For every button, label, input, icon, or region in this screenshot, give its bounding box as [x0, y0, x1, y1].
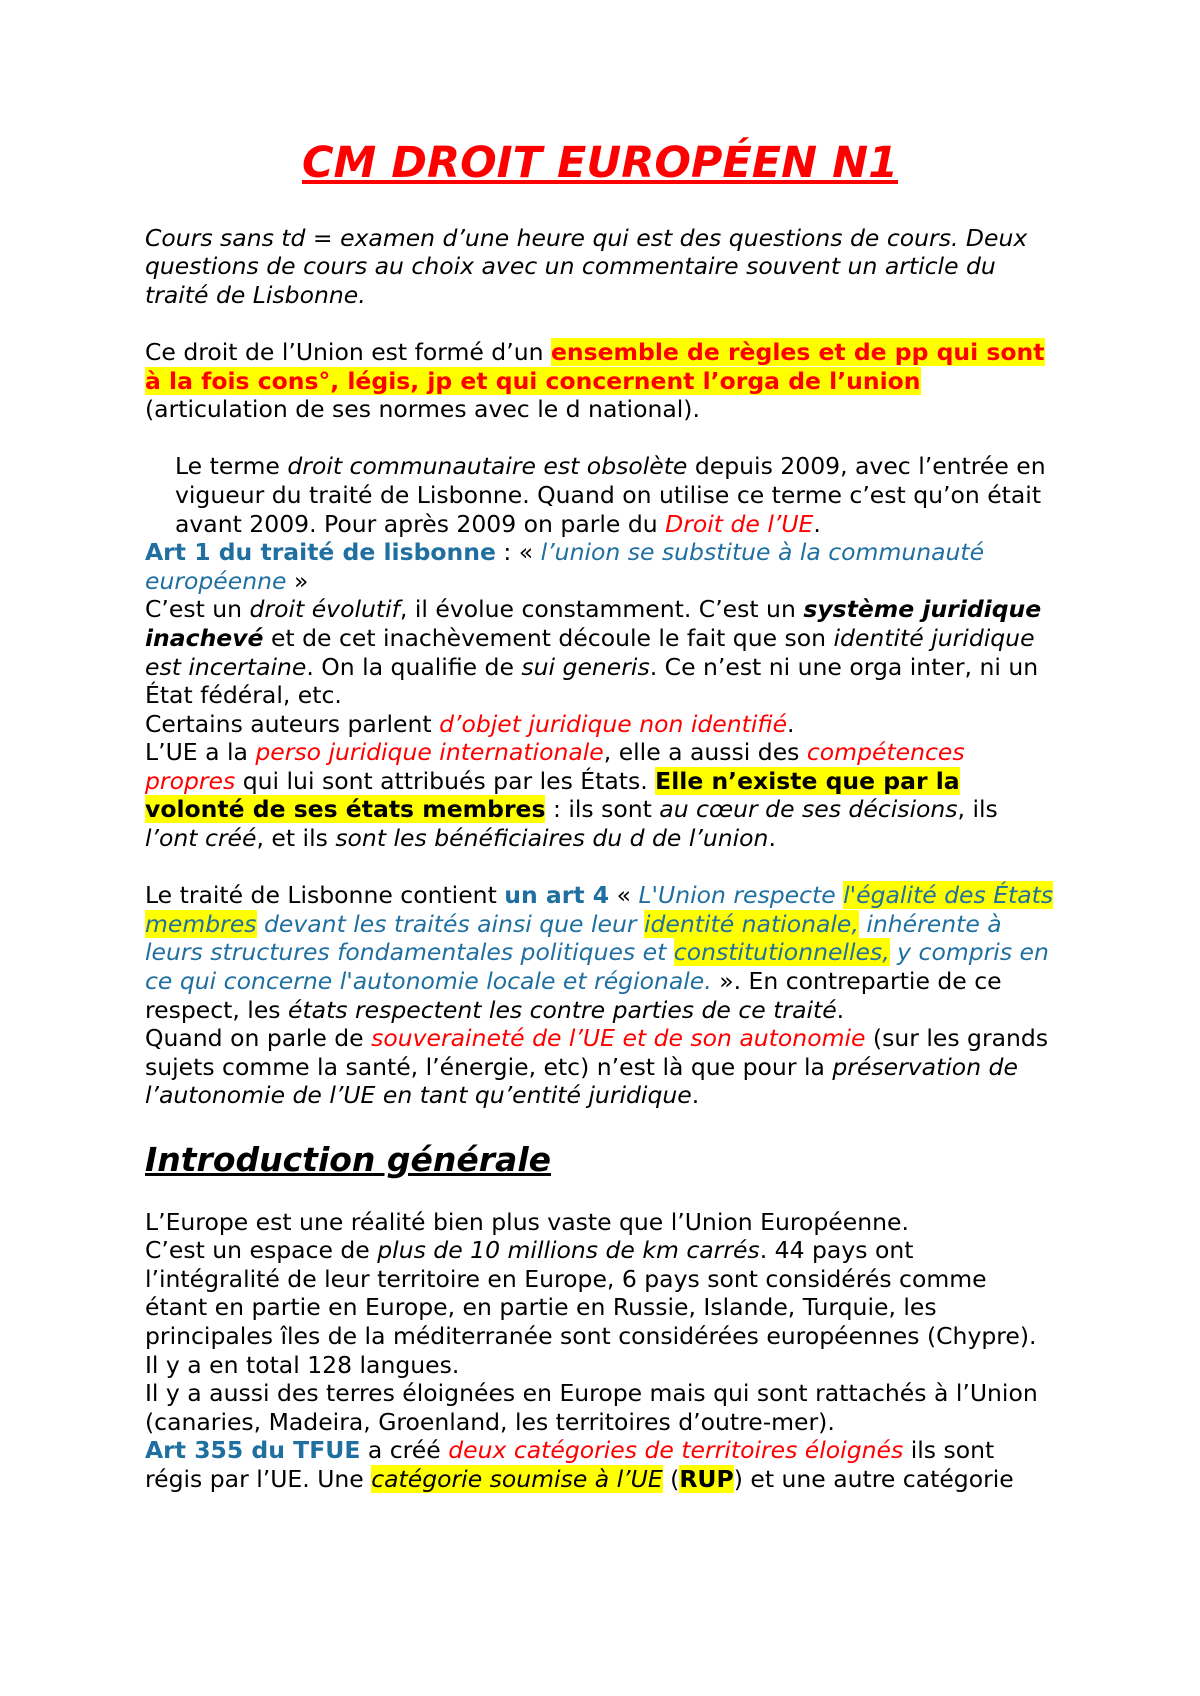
intro-paragraph: Cours sans td = examen d’une heure qui est des questions de cours. Deux questions de cours au choix avec un commentaire souvent un article du traité de Lisbonne. — [145, 223, 1028, 309]
red-italic-text: perso juridique internationale — [255, 738, 604, 767]
highlighted-quote: l'égalité des États membres — [145, 881, 1054, 938]
text-run: ils sont régis par l’UE. Une — [145, 1436, 995, 1493]
europe-paragraph: L’Europe est une réalité bien plus vaste que l’Union Européenne. — [145, 1207, 909, 1236]
text-run: qui lui sont attribués par les États. — [235, 766, 656, 795]
text-run: (articulation de ses normes avec le d national). — [145, 395, 700, 424]
article-quote: devant les traités ainsi que leur — [256, 909, 644, 938]
text-run: : ils sont — [545, 795, 660, 824]
text-run: . 44 pays ont l’intégralité de leur territoire en Europe, 6 pays sont considérés comme étant en partie en Europe, en partie en Russie, Islande, Turquie, les principales îles de la méditerranée sont considérées européennes (Chypre). — [145, 1236, 1037, 1350]
text-run: . Ce n’est ni une orga inter, ni un État fédéral, etc. — [145, 652, 1039, 710]
highlighted-text: catégorie soumise à l’UE — [371, 1464, 663, 1493]
article-reference: Art 1 du traité de lisbonne — [145, 538, 496, 567]
text-run: Certains auteurs parlent — [145, 709, 440, 738]
text-run: , il évolue constamment. C’est un — [399, 595, 804, 624]
text-run: depuis 2009, avec l’entrée en vigueur du traité de Lisbonne. Quand on utilise ce terme c’est qu’on était avant 2009. Pour après 2009 on parle du — [175, 452, 1046, 538]
italic-text: sui generis — [521, 652, 650, 681]
red-italic-text: compétences propres — [145, 738, 965, 795]
text-run: (sur les grands sujets comme la santé, l’énergie, etc) n’est là que pour la — [145, 1024, 1049, 1081]
text-run: . — [768, 824, 776, 853]
highlighted-definition: ensemble de règles et de pp qui sont à la fois cons°, légis, jp et qui concernent l’orga de l’union — [145, 337, 1045, 395]
personality-paragraph — [145, 738, 1055, 852]
union-law-paragraph — [145, 338, 1055, 424]
italic-text: états respectent les contre parties de ce traité — [288, 995, 837, 1024]
authors-paragraph — [145, 710, 1055, 739]
sovereignty-paragraph — [145, 1024, 1055, 1110]
text-run: Ce droit de l’Union est formé d’un — [145, 337, 551, 366]
text-run: ». En contrepartie de ce respect, les — [145, 967, 1002, 1024]
evolving-law-paragraph — [145, 595, 1055, 709]
text-run: , ils — [957, 795, 998, 824]
italic-text: préservation de l’autonomie de l’UE en tant qu’entité juridique — [145, 1052, 1018, 1110]
text-run: Le traité de Lisbonne contient — [145, 881, 505, 910]
italic-text: droit communautaire est obsolète — [287, 452, 688, 481]
text-run: ( — [662, 1464, 680, 1493]
community-law-paragraph — [145, 452, 1055, 538]
text-run: : « — [495, 538, 541, 567]
article-quote: inhérente à leurs structures fondamentales politiques et — [145, 909, 1002, 967]
highlighted-quote: identité nationale, — [643, 909, 859, 938]
text-run: a créé — [360, 1436, 449, 1465]
article-reference: un art 4 — [504, 881, 610, 910]
text-run: « — [609, 881, 639, 910]
bold-italic-text: système juridique inachevé — [145, 595, 1042, 652]
text-run: Quand on parle de — [145, 1024, 372, 1053]
art1-paragraph — [145, 538, 1055, 595]
text-run: . — [813, 509, 821, 538]
highlighted-quote: constitutionnelles, — [673, 938, 890, 967]
red-italic-text: d’objet juridique non identifié — [439, 709, 788, 738]
text-run: . — [691, 1081, 700, 1110]
red-italic-text: deux catégories de territoires éloignés — [448, 1436, 904, 1465]
italic-text: au cœur de ses décisions — [659, 795, 958, 824]
italic-text: identité juridique est incertaine — [145, 623, 1035, 681]
italic-text: l’ont créé — [145, 824, 257, 853]
article-quote: l’union se substitue à la communauté européenne — [145, 538, 985, 595]
text-run: C’est un espace de — [145, 1236, 378, 1265]
red-italic-text: souveraineté de l’UE et de son autonomie — [371, 1024, 866, 1053]
art355-paragraph — [145, 1436, 1055, 1493]
italic-text: plus de 10 millions de km carrés — [377, 1236, 760, 1265]
territory-paragraph — [145, 1236, 1055, 1350]
text-run: L’UE a la — [145, 738, 256, 767]
text-run: Le terme — [175, 452, 288, 481]
remote-lands-paragraph: Il y a aussi des terres éloignées en Europe mais qui sont rattachés à l’Union (canaries, Madeira, Groenland, les territoires d’outre-mer). — [145, 1379, 1038, 1436]
italic-text: droit évolutif — [249, 595, 400, 624]
text-run: et de cet inachèvement découle le fait que son — [263, 623, 834, 652]
text-run: , elle a aussi des — [603, 738, 807, 767]
article-quote: y compris en ce qui concerne l'autonomie locale et régionale. — [145, 938, 1049, 996]
text-run: . On la qualifie de — [306, 652, 522, 681]
text-run: . — [787, 709, 795, 738]
text-run: ) et une autre catégorie — [733, 1464, 1014, 1493]
languages-paragraph: Il y a en total 128 langues. — [145, 1350, 460, 1379]
page-title: CM DROIT EUROPÉEN N1 — [301, 138, 899, 188]
red-italic-text: Droit de l’UE — [665, 509, 814, 538]
section-heading: Introduction générale — [145, 1140, 552, 1179]
highlighted-acronym: RUP — [679, 1464, 734, 1493]
article-quote: L'Union respecte — [638, 881, 844, 910]
article-reference: Art 355 du TFUE — [145, 1436, 361, 1465]
italic-text: sont les bénéficiaires du d de l’union — [335, 824, 769, 853]
text-run: . — [836, 995, 845, 1024]
highlighted-text: Elle n’existe que par la volonté de ses états membres — [145, 766, 960, 824]
text-run: » — [286, 566, 309, 595]
art4-paragraph — [145, 881, 1055, 1024]
text-run: C’est un — [145, 595, 250, 624]
text-run: , et ils — [256, 824, 336, 853]
